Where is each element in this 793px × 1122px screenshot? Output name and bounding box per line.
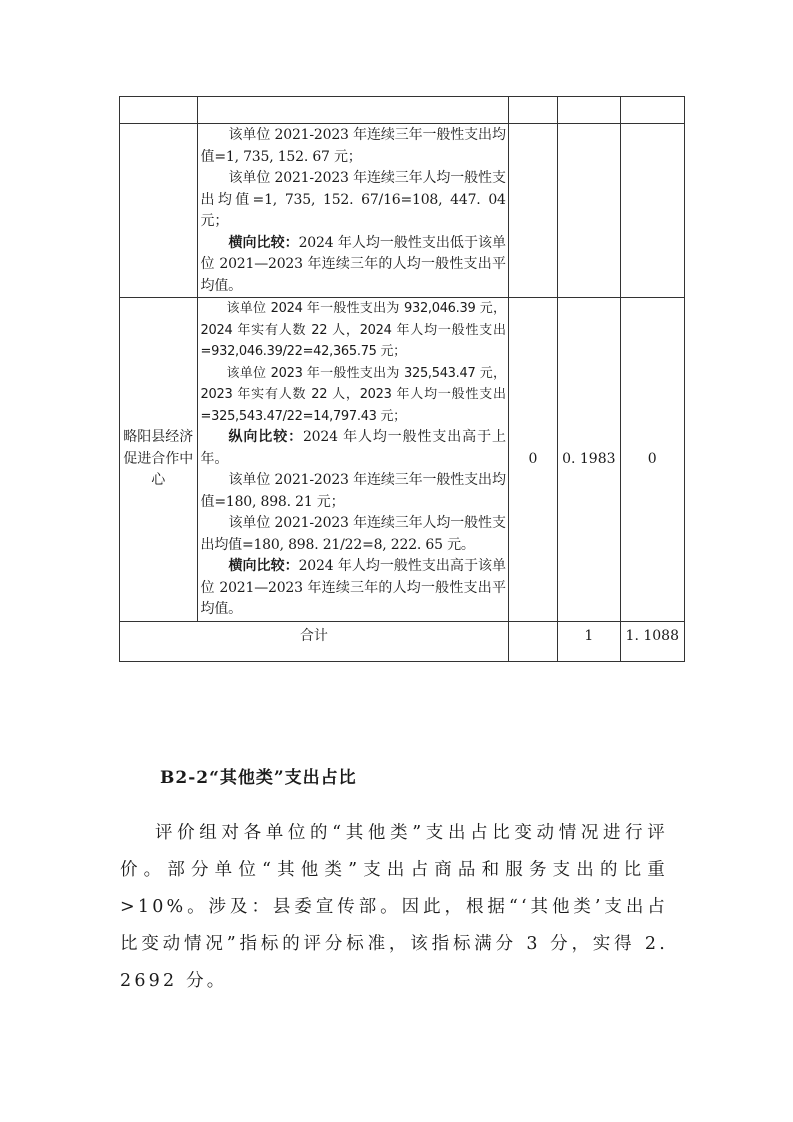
empty-cell <box>558 97 620 124</box>
section-paragraph: 评价组对各单位的“其他类”支出占比变动情况进行评价。部分单位“其他类”支出占商品和服务支出的比重>10%。涉及：县委宣传部。因此，根据“‘其他类’支出占比变动情况”指标的评分标准，该指标满分 3 分，实得 2. 2692 分。 <box>120 823 668 991</box>
result-cell: 0 <box>620 298 684 622</box>
description-paragraph: 该单位 2023 年一般性支出为 325,543.47 元，2023 年实有人数 22 人，2023 年人均一般性支出=325,543.47/22=14,797.43 元； <box>200 365 506 424</box>
description-paragraph: 该单位 2021-2023 年连续三年人均一般性支出均值=180, 898. 21/22=8, 222. 65 元。 <box>200 515 506 553</box>
evaluation-table <box>119 96 685 662</box>
total-col3 <box>508 621 557 661</box>
description-paragraph: 该单位 2021-2023 年连续三年一般性支出均值=1, 735, 152. 67 元； <box>200 127 506 165</box>
total-result: 1. 1088 <box>620 621 684 661</box>
total-label: 合计 <box>120 621 509 661</box>
description-paragraph: 该单位 2024 年一般性支出为 932,046.39 元，2024 年实有人数 22 人，2024 年人均一般性支出=932,046.39/22=42,365.75 元； <box>200 301 506 359</box>
table-row-header-continuation <box>120 97 685 124</box>
vertical-comparison: 纵向比较：2024 年人均一般性支出高于上年。 <box>200 429 506 467</box>
empty-cell <box>620 124 684 298</box>
empty-cell <box>197 97 508 124</box>
score-cell: 0 <box>508 298 557 622</box>
empty-cell <box>508 97 557 124</box>
empty-cell <box>558 124 620 298</box>
empty-cell <box>508 124 557 298</box>
total-weight: 1 <box>558 621 620 661</box>
weight-cell: 0. 1983 <box>558 298 620 622</box>
description-paragraph: 该单位 2021-2023 年连续三年人均一般性支出均值=1, 735, 152. 67/16=108, 447. 04 元； <box>200 170 506 229</box>
description-paragraph: 该单位 2021-2023 年连续三年一般性支出均值=180, 898. 21 元； <box>200 472 506 510</box>
table-row <box>120 298 685 622</box>
unit-name-cell: 略阳县经济促进合作中心 <box>120 298 198 622</box>
table-row <box>120 124 685 298</box>
section-heading: B2-2“其他类”支出占比 <box>160 768 357 788</box>
description-cell <box>197 124 508 298</box>
description-cell <box>197 298 508 622</box>
empty-cell <box>620 97 684 124</box>
horizontal-comparison: 横向比较：2024 年人均一般性支出低于该单位 2021—2023 年连续三年的人均一般性支出平均值。 <box>200 234 506 294</box>
horizontal-comparison: 横向比较：2024 年人均一般性支出高于该单位 2021—2023 年连续三年的人均一般性支出平均值。 <box>200 558 506 617</box>
empty-cell <box>120 97 198 124</box>
total-row <box>120 621 685 661</box>
unit-name-cell <box>120 124 198 298</box>
